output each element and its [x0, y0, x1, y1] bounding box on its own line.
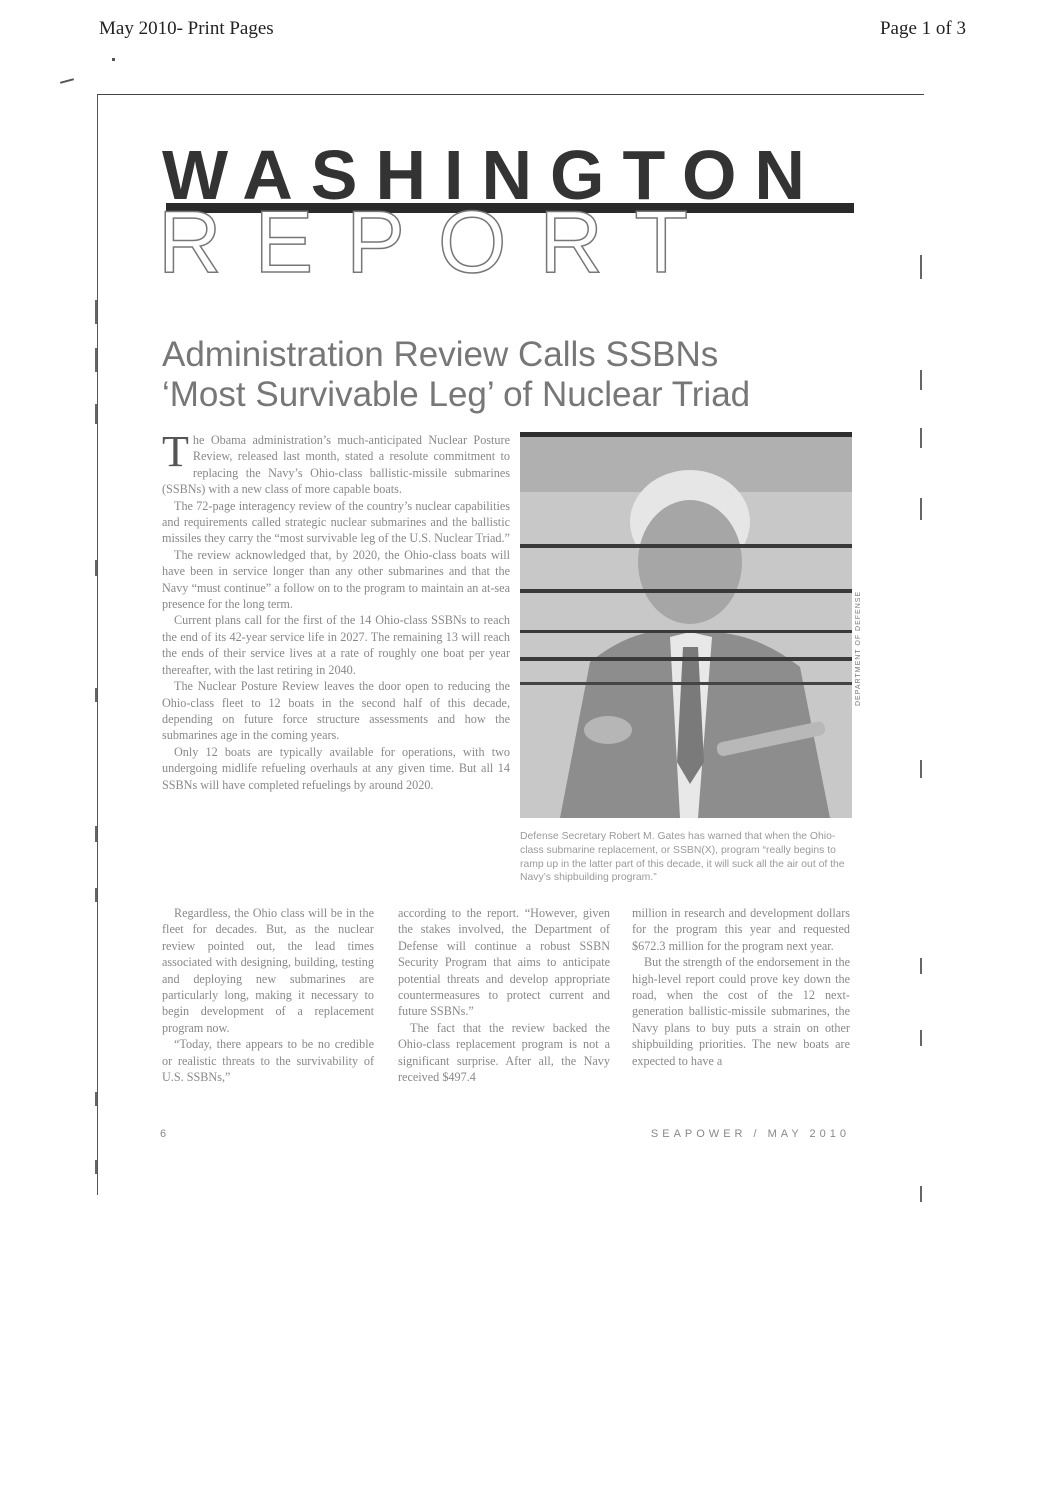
article-paragraph: “Today, there appears to be no credible or realistic threats to the survivability of U.S. SSBNs,”	[162, 1037, 374, 1085]
article-paragraph: million in research and development dollars for the program this year and requested $672.3 million for the program next year.	[632, 906, 850, 953]
article-paragraph: according to the report. “However, given the stakes involved, the Department of Defense will continue a robust SSBN Security Program that aims to anticipate potential threats and develop appropriate countermeasures to protect current and future SSBNs.”	[398, 906, 610, 1019]
article-paragraph: Regardless, the Ohio class will be in the fleet for decades. But, as the nuclear review pointed out, the lead times associated with designing, building, testing and deploying new submarines are particularly long, making it necessary to begin development of a replacement program now.	[162, 906, 374, 1035]
footer-magazine: SEAPOWER / MAY 2010	[650, 1128, 850, 1140]
article-column-bottom-2	[398, 905, 610, 1085]
scan-edge-mark	[920, 428, 922, 448]
photo-caption: Defense Secretary Robert M. Gates has warned that when the Ohio-class submarine replacement, or SSBN(X), program “really begins to ramp up in the latter part of this decade, it will suck all the air out of the Navy’s shipbuilding program.”	[520, 831, 845, 884]
scan-speck	[60, 78, 74, 84]
article-paragraph: Current plans call for the first of the 14 Ohio-class SSBNs to reach the end of its 42-year service life in 2027. The remaining 13 will reach the ends of their service lives at a rate of roughly one boat per year thereafter, with the last retiring in 2040.	[162, 613, 510, 677]
article-paragraph: Only 12 boats are typically available for operations, with two undergoing midlife refueling overhauls at any given time. But all 14 SSBNs will have completed refuelings by around 2020.	[162, 744, 510, 792]
scan-edge-mark	[920, 1186, 922, 1202]
article-paragraph: The fact that the review backed the Ohio-class replacement program is not a significant surprise. After all, the Navy received $497.4	[398, 1020, 610, 1085]
print-header-left: May 2010- Print Pages	[99, 18, 274, 39]
article-paragraph: The Obama administration’s much-anticipated Nuclear Posture Review, released last month, stated a resolute commitment to replacing the Navy’s Ohio-class ballistic-missile submarines (SSBNs) with a new class of more capable boats.	[162, 427, 510, 497]
scan-edge-mark	[920, 498, 922, 520]
scan-edge-mark	[95, 300, 97, 324]
photo-portrait-graphic	[520, 432, 852, 818]
article-paragraph: The review acknowledged that, by 2020, the Ohio-class boats will have been in service longer than any other submarines and that the Navy “must continue” a follow on to the program to maintain an at-sea presence for the long term.	[162, 547, 510, 612]
article-paragraph: But the strength of the endorsement in the high-level report could prove key down the road, when the cost of the 12 next-generation ballistic-missile submarines, the Navy plans to buy puts a strain on other shipbuilding priorities. The new boats are expected to have a	[632, 955, 850, 1068]
drop-cap: T	[162, 427, 189, 476]
scan-edge-mark	[920, 255, 922, 279]
article-column-bottom-1	[162, 905, 374, 1085]
scan-edge-mark	[920, 1030, 922, 1046]
article-column-bottom-3	[632, 905, 850, 1069]
scan-edge-mark	[920, 958, 922, 974]
print-header-right: Page 1 of 3	[879, 18, 966, 39]
headline-line-2: ‘Most Survivable Leg’ of Nuclear Triad	[162, 375, 751, 414]
scan-edge-mark	[95, 888, 97, 902]
article-paragraph: The Nuclear Posture Review leaves the door open to reducing the Ohio-class fleet to 12 boats in the second half of this decade, depending on future force structure assessments and how the submarines age in the coming years.	[162, 679, 510, 743]
article-column-top	[162, 427, 510, 793]
scan-edge-mark	[95, 560, 97, 576]
scan-edge-mark	[95, 404, 97, 424]
masthead-washington: WASHINGTON	[162, 136, 823, 214]
headline	[162, 335, 862, 415]
scan-edge-mark	[95, 348, 97, 372]
scan-edge-mark	[920, 760, 922, 778]
scan-edge-mark	[95, 826, 97, 842]
scan-edge-mark	[95, 1092, 97, 1106]
scan-edge-mark	[95, 688, 97, 702]
scan-edge-mark	[920, 370, 922, 390]
masthead-report: REPORT	[158, 192, 722, 291]
photo-credit: DEPARTMENT OF DEFENSE	[855, 590, 862, 706]
article-photo	[520, 432, 852, 818]
scan-speck	[112, 58, 115, 61]
footer-page-number: 6	[160, 1128, 167, 1140]
article-paragraph: The 72-page interagency review of the country’s nuclear capabilities and requirements called strategic nuclear submarines and the ballistic missiles they carry the “most survivable leg of the U.S. Nuclear Triad.”	[162, 498, 510, 546]
headline-line-1: Administration Review Calls SSBNs	[162, 335, 719, 374]
scan-edge-mark	[95, 1160, 97, 1174]
